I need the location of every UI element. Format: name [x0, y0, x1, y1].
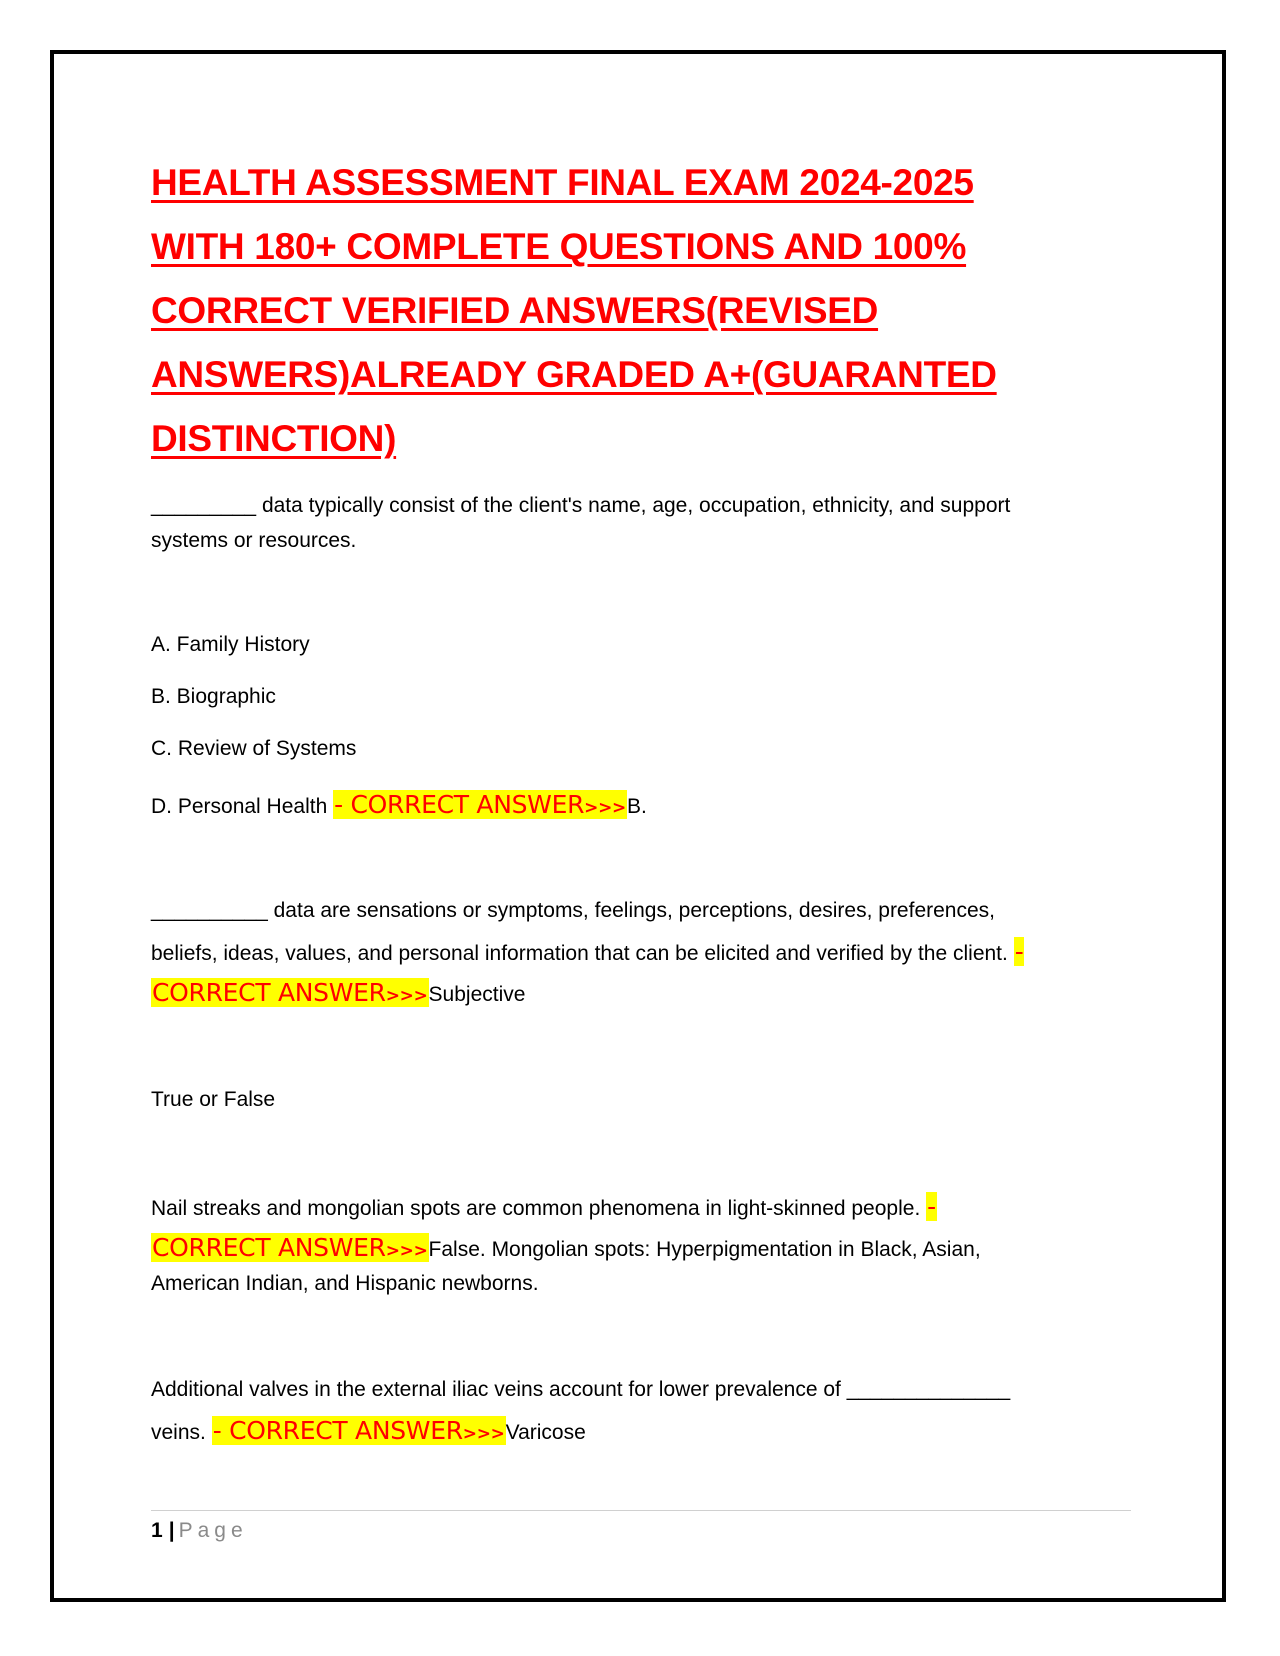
q4-text-line1: Additional valves in the external iliac veins account for lower prevalence of ______________ — [151, 1378, 1011, 1401]
q3-text-line1: Nail streaks and mongolian spots are common phenomena in light-skinned people. — [151, 1197, 927, 1220]
page-label: Page — [178, 1519, 248, 1542]
q3-answer: False. Mongolian spots: Hyperpigmentation in Black, Asian, — [428, 1238, 981, 1261]
q1-answer: B. — [627, 795, 647, 818]
correct-answer-marker: - — [927, 1192, 936, 1221]
q1-text-line2: systems or resources. — [151, 529, 357, 552]
q3-answer-cont: American Indian, and Hispanic newborns. — [151, 1272, 539, 1295]
q2-text-line2: beliefs, ideas, values, and personal information that can be elicited and verified by the client. — [151, 942, 1014, 965]
q2-text-line1: __________ data are sensations or symptoms, feelings, perceptions, desires, preferences, — [151, 899, 995, 922]
document-title — [151, 151, 1081, 471]
title-line: HEALTH ASSESSMENT FINAL EXAM 2024-2025 — [151, 162, 974, 203]
q1-option-a: A. Family History — [151, 633, 310, 656]
correct-answer-marker: - CORRECT ANSWER>>> — [212, 1416, 505, 1445]
correct-answer-marker: - CORRECT ANSWER>>> — [334, 790, 627, 819]
q4-answer-line — [151, 1411, 586, 1454]
title-line: CORRECT VERIFIED ANSWERS(REVISED — [151, 290, 879, 331]
q3-text-row — [151, 1187, 937, 1229]
q1-option-b: B. Biographic — [151, 685, 276, 708]
q4-text-line2: veins. — [151, 1421, 212, 1444]
q2-text-line2-row — [151, 932, 1024, 974]
title-line: ANSWERS)ALREADY GRADED A+(GUARANTED — [151, 354, 997, 395]
q1-option-c: C. Review of Systems — [151, 737, 357, 760]
q2-answer-line — [151, 973, 525, 1016]
q1-option-d: D. Personal Health — [151, 795, 334, 818]
footer-separator: | — [168, 1519, 175, 1542]
title-line: DISTINCTION) — [151, 418, 397, 459]
page-number: 1 — [151, 1519, 163, 1542]
section-label: True or False — [151, 1088, 276, 1111]
q2-answer: Subjective — [428, 983, 526, 1006]
correct-answer-marker: CORRECT ANSWER>>> — [152, 1233, 428, 1262]
q1-text-line1: _________ data typically consist of the client's name, age, occupation, ethnicity, and support — [151, 494, 1011, 517]
footer-divider — [151, 1510, 1131, 1511]
correct-answer-marker: - — [1014, 937, 1024, 966]
q4-answer: Varicose — [505, 1421, 586, 1444]
correct-answer-marker: CORRECT ANSWER>>> — [152, 978, 428, 1007]
page-footer — [151, 1516, 248, 1546]
q1-option-d-line — [151, 785, 647, 828]
title-line: WITH 180+ COMPLETE QUESTIONS AND 100% — [151, 226, 967, 267]
